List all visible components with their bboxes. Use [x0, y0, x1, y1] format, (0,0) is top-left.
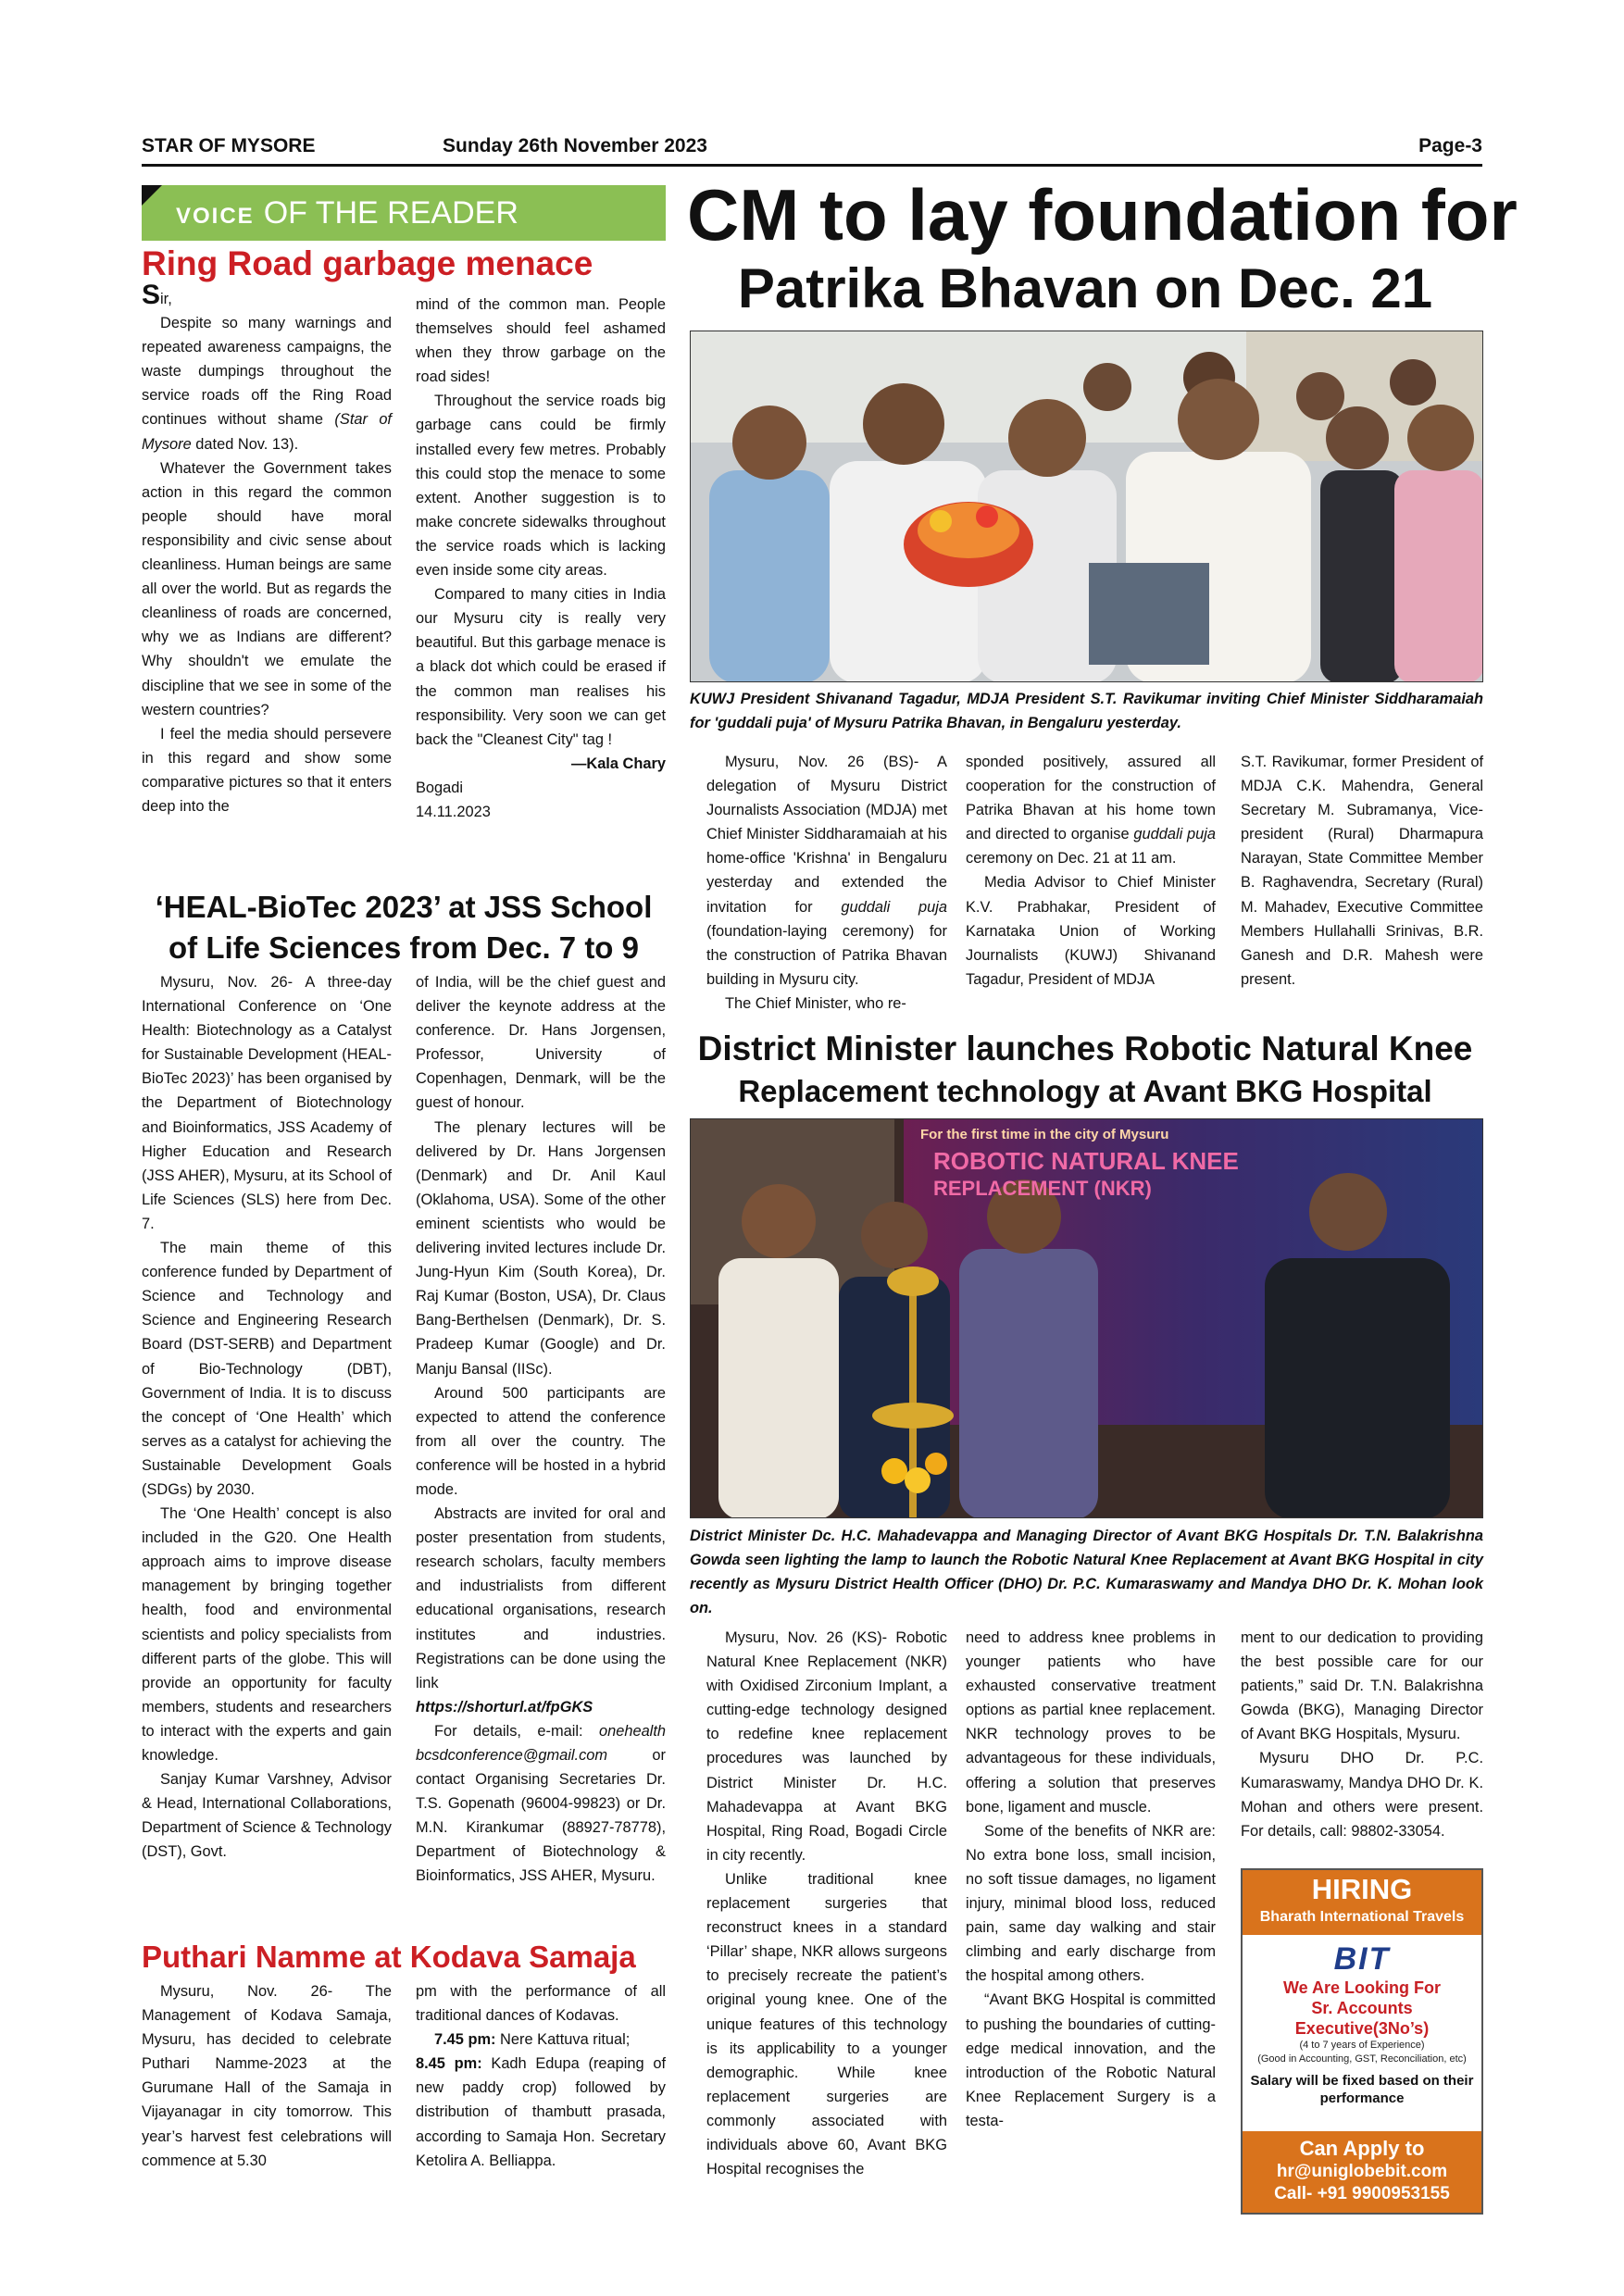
ad-call[interactable]: Call- +91 9900953155: [1274, 2184, 1450, 2203]
letter-paragraph: mind of the common man. People themselves should feel ashamed when they throw garbage on the road sides!: [416, 296, 666, 386]
puthari-column-1: [142, 1979, 392, 2173]
knee-headline-2: Replacement technology at Avant BKG Hospital: [738, 1074, 1432, 1108]
knee-paragraph: Mysuru DHO Dr. P.C. Kumaraswamy, Mandya DHO Dr. K. Mohan and others were present. For details, call: 98802-33054.: [1241, 1750, 1483, 1840]
letter-paragraph: I feel the media should persevere in this regard and show some comparative pictures so that it enters deep into the: [142, 725, 392, 815]
letter-paragraph: Whatever the Government takes action in this regard the common people should have moral responsibility and civic sense about cleanliness. Human beings are same all over the world. But as regards the cleanliness of roads are concerned, why we as Indians are different? Why shouldn't we emulate the discipline that we see in some of the western countries?: [142, 459, 392, 718]
healbiotec-paragraph: Sanjay Kumar Varshney, Advisor & Head, International Collaborations, Department of Science & Technology (DST), Govt.: [142, 1771, 392, 1861]
hiring-ad[interactable]: [1241, 1868, 1483, 2215]
voice-corner: [142, 185, 162, 206]
healbiotec-paragraph: of India, will be the chief guest and deliver the keynote address at the conference. Dr. Hans Jorgensen, Professor, University of Copenhagen, Denmark, will be the guest of honour.: [416, 974, 666, 1112]
knee-column-3: [1241, 1626, 1483, 1843]
knee-headline-1: District Minister launches Robotic Natural Knee: [697, 1029, 1473, 1067]
cm-headline-2: Patrika Bhavan on Dec. 21: [737, 257, 1433, 319]
issue-date: Sunday 26th November 2023: [443, 135, 707, 156]
letter-column-2: [416, 293, 666, 824]
puthari-schedule-2: 8.45 pm: Kadh Edupa (reaping of new paddy crop) followed by distribution of thambutt prasada, according to Samaja Hon. Secretary Ketolira A. Belliappa.: [416, 2055, 667, 2169]
knee-paragraph: Mysuru, Nov. 26 (KS)- Robotic Natural Knee Replacement (NKR) with Oxidised Zirconium Implant, a cutting-edge technology designed to redefine knee replacement procedures was launched by District Minister Dr. H.C. Mahadevappa at Avant BKG Hospital, Ring Road, Bogadi Circle in city recently.: [706, 1629, 947, 1864]
knee-banner-line-3: REPLACEMENT (NKR): [933, 1177, 1152, 1200]
knee-paragraph: Unlike traditional knee replacement surgeries that reconstruct knees in a standard ‘Pillar’ shape, NKR allows surgeons to precisely recreate the patient’s original young knee. One of the unique features of this technology is its applicability to a younger demographic. While knee replacement surgeries are commonly associated with individuals above 60, Avant BKG Hospital recognises the: [706, 1870, 947, 2178]
letter-date: 14.11.2023: [416, 803, 491, 820]
letter-paragraph: Compared to many cities in India our Mysuru city is really very beautiful. But this garbage menace is a black dot which could be erased if the common man realises his responsibility. Very soon we can get back the "Cleanest City" tag !: [416, 586, 666, 748]
cm-paragraph: The Chief Minister, who re-: [725, 994, 906, 1012]
letter-headline: Ring Road garbage menace: [142, 244, 593, 282]
letter-salutation: Sir,: [142, 280, 172, 310]
ad-logo: BIT: [1333, 1941, 1391, 1977]
knee-column-1: [706, 1626, 947, 2181]
cm-paragraph: sponded positively, assured all cooperation for the construction of Patrika Bhavan at his home town and directed to organise guddali puja ceremony on Dec. 21 at 11 am.: [966, 754, 1216, 867]
healbiotec-contact: For details, e-mail: onehealth bcsdconference@gmail.com or contact Organising Secretaries Dr. T.S. Gopenath (96004-99823) or Dr. M.N. Kirankumar (88927-78778), Department of Biotechnology & Bioinformatics, JSS AHER, Mysuru.: [416, 1722, 666, 1885]
cm-paragraph: Mysuru, Nov. 26 (BS)- A delegation of Mysuru District Journalists Association (MDJA) met Chief Minister Siddharamaiah at his home-office 'Krishna' in Bengaluru yesterday and extended the invitation for guddali puja (foundation-laying ceremony) for the construction of Patrika Bhavan building in Mysuru city.: [706, 754, 947, 988]
ad-skills: (Good in Accounting, GST, Reconciliation, etc): [1257, 2053, 1467, 2065]
ad-salary: Salary will be fixed based on their performance: [1250, 2073, 1474, 2106]
letter-column-1: [142, 280, 392, 818]
healbiotec-paragraph: The main theme of this conference funded by Department of Science and Technology and Science and Engineering Research Board (DST-SERB) and Department of Bio-Technology (DBT), Government of India. It is to discuss the concept of ‘One Health’ which serves as a catalyst for achieving the Sustainable Development Goals (SDGs) by 2030.: [142, 1240, 392, 1498]
puthari-headline: Puthari Namme at Kodava Samaja: [142, 1940, 636, 1974]
ad-email[interactable]: hr@uniglobebit.com: [1276, 2162, 1448, 2181]
voice-title: [176, 193, 518, 237]
cm-column-1: [706, 750, 947, 1016]
cm-photo-illustration: [691, 331, 1483, 682]
healbiotec-paragraph: Mysuru, Nov. 26- A three-day International Conference on ‘One Health: Biotechnology as a Catalyst for Sustainable Development (HEAL-BioTec 2023)’ has been organised by the Department of Biotechnology and Bioinformatics, JSS Academy of Higher Education and Research (JSS AHER), Mysuru, at its School of Life Sciences (SLS) here from Dec. 7.: [142, 974, 392, 1232]
ad-heading: HIRING: [1311, 1873, 1413, 1905]
puthari-schedule-1: 7.45 pm: Nere Kattuva ritual;: [434, 2031, 631, 2049]
knee-paragraph: ment to our dedication to providing the best possible care for our patients,” said Dr. T.N. Balakrishna Gowda (BKG), Managing Director of Avant BKG Hospitals, Mysuru.: [1241, 1629, 1483, 1743]
ad-body: [1243, 1935, 1481, 2113]
ad-experience: (4 to 7 years of Experience): [1299, 2040, 1425, 2051]
knee-banner-line-2: ROBOTIC NATURAL KNEE: [933, 1147, 1239, 1175]
knee-photo-caption: District Minister Dc. H.C. Mahadevappa and Managing Director of Avant BKG Hospitals Dr. T.N. Balakrishna Gowda seen lighting the lamp to launch the Robotic Natural Knee Replacement at Avant BKG Hospital in city recently as Mysuru District Health Officer (DHO) Dr. P.C. Kumaraswamy and Mandya DHO Dr. K. Mohan look on.: [690, 1528, 1483, 1616]
ad-looking-2: Sr. Accounts Executive(3No’s): [1294, 1999, 1430, 2038]
cm-column-3: [1241, 750, 1483, 992]
knee-paragraph: “Avant BKG Hospital is committed to pushing the boundaries of cutting-edge medical innovation, and the introduction of the Robotic Natural Knee Replacement Surgery is a testa-: [966, 1991, 1216, 2129]
healbiotec-column-2: [416, 970, 666, 1889]
letter-signature: —Kala Chary: [570, 755, 666, 772]
knee-paragraph: Some of the benefits of NKR are: No extra bone loss, small incision, no soft tissue damages, no ligament injury, minimal blood loss, reduced pain, same day walking and stair climbing and early discharge from the hospital among others.: [966, 1822, 1216, 1985]
letter-paragraph: Throughout the service roads big garbage cans could be firmly installed every few metres. Probably this could stop the menace to some extent. Another suggestion is to make concrete sidewalks throughout the service roads which is lacking even inside some city areas.: [416, 393, 666, 580]
contact-email[interactable]: onehealth bcsdconference@gmail.com: [416, 1722, 666, 1764]
healbiotec-headline-1: ‘HEAL-BioTec 2023’ at JSS School: [155, 890, 653, 924]
ad-apply: Can Apply to: [1299, 2137, 1425, 2160]
registration-link[interactable]: https://shorturl.at/fpGKS: [416, 1698, 593, 1716]
letter-paragraph: Despite so many warnings and repeated awareness campaigns, the waste dumpings throughout the service roads off the Ring Road continues without shame (Star of Mysore dated Nov. 13).: [142, 315, 392, 453]
knee-photo: [690, 1118, 1483, 1518]
cm-paragraph: Media Advisor to Chief Minister K.V. Prabhakar, President of Karnataka Union of Working Journalists (KUWJ) Shivanand Tagadur, President of MDJA: [966, 874, 1216, 988]
healbiotec-paragraph: The plenary lectures will be delivered by Dr. Hans Jorgensen (Denmark) and Dr. Anil Kaul (Oklahoma, USA). Some of the other eminent scientists who would be delivering invited lectures include Dr. Jung-Hyun Kim (South Korea), Dr. Raj Kumar (Boston, USA), Dr. Claus Bang-Berthelsen (Denmark), Dr. S. Pradeep Kumar (Google) and Dr. Manju Bansal (IISc).: [416, 1118, 666, 1378]
healbiotec-column-1: [142, 970, 392, 1864]
ad-looking-1: We Are Looking For: [1282, 1978, 1441, 1997]
healbiotec-headline-2: of Life Sciences from Dec. 7 to 9: [169, 930, 639, 965]
knee-column-2: [966, 1626, 1216, 2133]
cm-photo: [690, 331, 1483, 682]
masthead-rule: [142, 164, 1482, 167]
cm-photo-caption: KUWJ President Shivanand Tagadur, MDJA President S.T. Ravikumar inviting Chief Minister Siddharamaiah for 'guddali puja' of Mysuru Patrika Bhavan, in Bengaluru yesterday.: [690, 691, 1483, 731]
knee-paragraph: need to address knee problems in younger patients who have exhausted conservative treatment options as partial knee replacement. NKR technology proves to be advantageous for these individuals, offering a solution that preserves bone, ligament and muscle.: [966, 1629, 1216, 1816]
cm-column-2: [966, 750, 1216, 992]
puthari-column-2: [416, 1979, 666, 2173]
healbiotec-paragraph: The ‘One Health’ concept is also included in the G20. One Health approach aims to improve disease management by bringing together health, food and environmental scientists and policy specialists from different parts of the globe. This will provide an opportunity for faculty members, students and researchers to interact with the experts and gain knowledge.: [142, 1505, 392, 1764]
cm-headline-1: CM to lay foundation for: [687, 174, 1518, 256]
puthari-paragraph: Mysuru, Nov. 26- The Management of Kodava Samaja, Mysuru, has decided to celebrate Puthari Namme-2023 at the Gurumane Hall of the Samaja in Vijayanagar in city tomorrow. This year’s harvest fest celebrations will commence at 5.30: [142, 1983, 392, 2169]
cm-paragraph: S.T. Ravikumar, former President of MDJA C.K. Mahendra, General Secretary M. Subramanya, Vice-president (Rural) Dharmapura Narayan, State Committee Member B. Raghavendra, Secretary (Rural) M. Mahadev, Executive Committee Members Hullahalli Srinivas, B.R. Ganesh and D.R. Mahesh were present.: [1241, 754, 1483, 988]
ad-footer: [1243, 2131, 1481, 2213]
voice-big: OF THE READER: [263, 195, 518, 231]
ad-company: Bharath International Travels: [1259, 1909, 1465, 1925]
healbiotec-paragraph: Abstracts are invited for oral and poster presentation from students, research scholars, faculty members and industrialists from different educational organisations, research institutes and industries. Registrations can be done using the link: [416, 1505, 666, 1691]
knee-banner-line-1: For the first time in the city of Mysuru: [920, 1127, 1169, 1142]
voice-small: VOICE: [176, 204, 255, 229]
paper-name: STAR OF MYSORE: [142, 135, 316, 156]
healbiotec-paragraph: Around 500 participants are expected to attend the conference from all over the country. The conference will be hosted in a hybrid mode.: [416, 1384, 666, 1498]
puthari-paragraph: pm with the performance of all traditional dances of Kodavas.: [416, 1983, 666, 2025]
letter-place: Bogadi: [416, 779, 464, 796]
page-number: Page-3: [1418, 135, 1482, 156]
ad-header: [1243, 1870, 1481, 1935]
